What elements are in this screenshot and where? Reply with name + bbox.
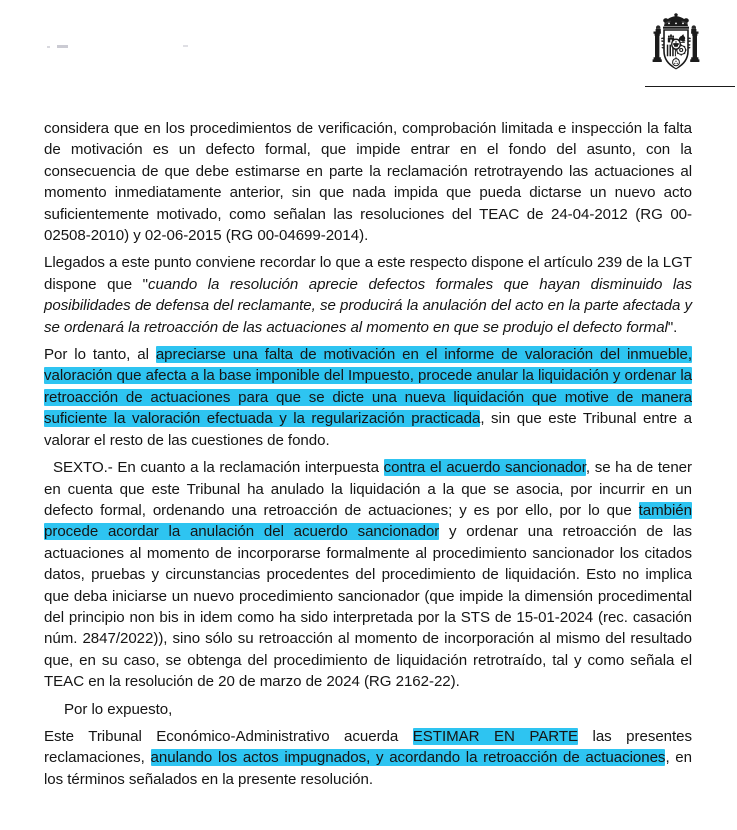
highlighted-text: ESTIMAR EN PARTE bbox=[412, 727, 579, 745]
paragraph-por-lo-expuesto bbox=[44, 699, 692, 720]
paragraph-sexto bbox=[44, 457, 692, 692]
body-text: Por lo expuesto, bbox=[64, 700, 173, 718]
body-text: SEXTO.- En cuanto a la reclamación interpuesta bbox=[53, 459, 384, 477]
header-divider-rule bbox=[645, 86, 735, 87]
highlighted-text: contra el acuerdo sancionador bbox=[383, 459, 586, 477]
scan-artifact bbox=[47, 46, 50, 48]
quoted-legal-text: cuando la resolución aprecie defectos formales que hayan disminuido las posibilidades de defensa del reclamante, se producirá la anulación del acto en la parte afectada y se ordenará la retroacción de las actuaciones al momento en que se produjo el defecto formal bbox=[44, 275, 692, 336]
highlighted-text: apreciarse una falta de motivación en el informe de valoración del inmueble, valoración que afecta a la base imponible del Impuesto, procede anular la liquidación y ordenar la retroacción de actuaciones para que se dicte una nueva liquidación que motive de manera suficiente la valoración efectuada y la regularización practicada bbox=[44, 346, 692, 428]
paragraph-resolucion bbox=[44, 726, 692, 790]
paragraph-p2 bbox=[44, 252, 692, 338]
body-text: y ordenar una retroacción de las actuaciones al momento de incorporarse formalmente al procedimiento sancionador los citados datos, pruebas y circunstancias procedentes del procedimiento de liquidación. Esto no implica que deba iniciarse un nuevo procedimiento sancionador (que impide la dimensión procedimental del principio non bis in idem como ha sido interpretada por la STS de 15-01-2024 (rec. casación núm. 2847/2022)), sino sólo su retroacción al momento de incorporación al mismo del resultado que, en su caso, se obtenga del procedimiento de liquidación retrotraído, tal y como señala el TEAC en la resolución de 20 de marzo de 2024 (RG 2162-22). bbox=[44, 523, 692, 691]
body-text: las presentes reclamaciones, bbox=[44, 727, 692, 767]
paragraph-p3 bbox=[44, 344, 692, 451]
scan-artifact bbox=[57, 45, 68, 48]
document-header bbox=[0, 0, 737, 108]
body-text: considera que en los procedimientos de verificación, comprobación limitada e inspección la falta de motivación es un defecto formal, que impide entrar en el fondo del asunto, con la consecuencia de que debe estimarse en parte la reclamación retrotrayendo las actuaciones al momento inmediatamente anterior, sin que nada impida que pueda dictarse un nuevo acto suficientemente motivado, como señalan las resoluciones del TEAC de 24-04-2012 (RG 00-02508-2010) y 02-06-2015 (RG 00-04699-2014). bbox=[44, 120, 692, 245]
coat-of-arms-of-spain-icon bbox=[645, 11, 707, 75]
body-text: ". bbox=[667, 318, 678, 336]
body-text: Este Tribunal Económico-Administrativo acuerda bbox=[44, 727, 413, 745]
scan-artifact bbox=[183, 45, 188, 47]
highlighted-text: anulando los actos impugnados, y acordando la retroacción de actuaciones bbox=[150, 749, 666, 767]
body-text: , sin que este Tribunal entre a valorar el resto de las cuestiones de fondo. bbox=[44, 410, 693, 449]
paragraph-p1 bbox=[44, 118, 692, 246]
body-text: , se ha de tener en cuenta que este Tribunal ha anulado la liquidación a la que se asocia, por incurrir en un defecto formal, ordenando una retroacción de actuaciones; y es por ello, por lo que bbox=[44, 459, 693, 519]
highlighted-text: también procede acordar la anulación del acuerdo sancionador bbox=[44, 501, 692, 541]
body-text: Llegados a este punto conviene recordar lo que a este respecto dispone el artículo 239 de la LGT dispone que " bbox=[44, 254, 693, 293]
body-text: Por lo tanto, al bbox=[44, 346, 156, 364]
document-body bbox=[44, 118, 692, 790]
body-text: , en los términos señalados en la presente resolución. bbox=[44, 749, 692, 788]
